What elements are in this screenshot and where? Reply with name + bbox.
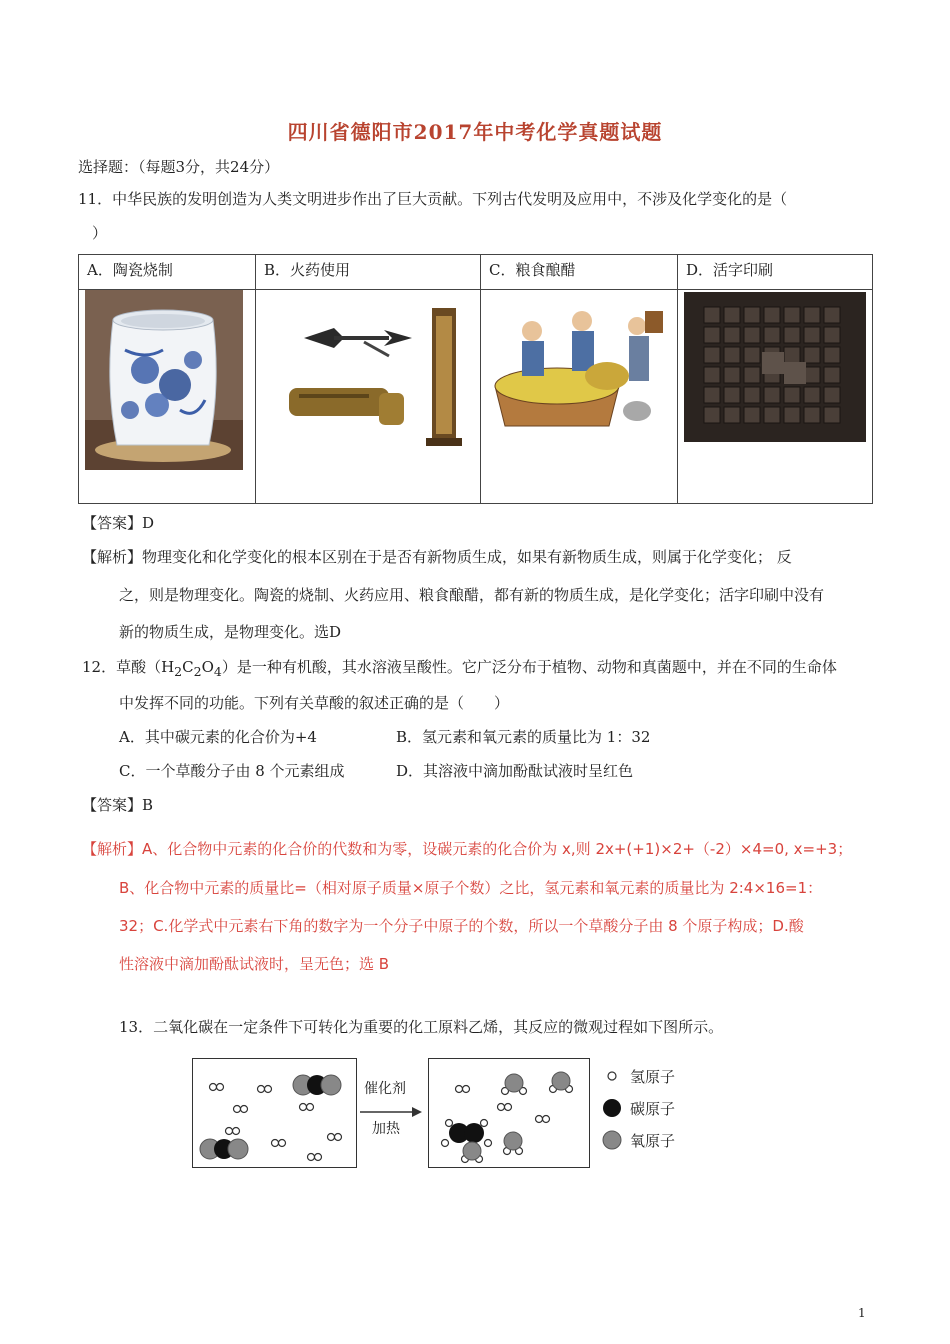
- q11-analysis-line-2: 之，则是物理变化。陶瓷的烧制、火药应用、粮食酿醋，都有新的物质生成，是化学变化；活字印刷中没有: [119, 586, 825, 604]
- porcelain-jar-image: [85, 290, 243, 470]
- catalyst-label: 催化剂: [364, 1081, 406, 1097]
- reactant-molecules: [193, 1059, 356, 1167]
- q12-option-a: A．其中碳元素的化合价为+4: [119, 728, 317, 746]
- option-a-label: A．陶瓷烧制: [79, 255, 256, 290]
- q12-stem-line-2: 中发挥不同的功能。下列有关草酸的叙述正确的是（ ）: [119, 694, 510, 712]
- q11-stem-end: ）: [92, 224, 108, 242]
- products-box: [428, 1058, 590, 1168]
- carbon-atom-icon: [603, 1099, 621, 1117]
- q11-analysis-line-1: 【解析】物理变化和化学变化的根本区别在于是否有新物质生成，如果有新物质生成，则属于化学变化； 反: [82, 548, 792, 566]
- q12-analysis-line-2: B、化合物中元素的质量比=（相对原子质量×原子个数）之比，氢元素和氧元素的质量比为 2:4×16=1：: [119, 879, 823, 897]
- heating-label: 加热: [372, 1121, 400, 1137]
- legend-carbon: 碳原子: [630, 1100, 676, 1118]
- page-number: 1: [858, 1306, 866, 1320]
- option-b-label: B．火药使用: [256, 255, 481, 290]
- movable-type-image: [684, 292, 866, 442]
- q12-option-c: C．一个草酸分子由 8 个元素组成: [119, 762, 345, 780]
- option-c-image-cell: [481, 290, 678, 504]
- option-c-label: C．粮食酿醋: [481, 255, 678, 290]
- reactants-box: [192, 1058, 357, 1168]
- q11-answer: 【答案】D: [82, 514, 155, 532]
- q11-stem: 11．中华民族的发明创造为人类文明进步作出了巨大贡献。下列古代发明及应用中，不涉及化学变化的是（: [78, 190, 788, 208]
- legend-oxygen: 氧原子: [630, 1132, 676, 1150]
- q13-stem: 13．二氧化碳在一定条件下可转化为重要的化工原料乙烯，其反应的微观过程如下图所示。: [119, 1018, 724, 1036]
- option-d-image-cell: [678, 290, 873, 504]
- q12-analysis-line-3: 32；C.化学式中元素右下角的数字为一个分子中原子的个数，所以一个草酸分子由 8 个原子构成；D.酸: [119, 917, 804, 935]
- q12-option-d: D．其溶液中滴加酚酞试液时呈红色: [396, 762, 634, 780]
- q11-options-table: [78, 254, 873, 504]
- q12-option-b: B．氢元素和氧元素的质量比为 1：32: [396, 728, 651, 746]
- section-heading: 选择题：（每题3分，共24分）: [78, 158, 280, 176]
- legend-symbols: [602, 1062, 622, 1154]
- hydrogen-atom-icon: [608, 1072, 616, 1080]
- product-molecules: [429, 1059, 589, 1167]
- q12-analysis-line-1: 【解析】A、化合物中元素的化合价的代数和为零，设碳元素的化合价为 x,则 2x+(+1)×2+（-2）×4=0, x=+3；: [82, 840, 853, 858]
- vinegar-brewing-image: [487, 296, 667, 436]
- option-a-image-cell: [79, 290, 256, 504]
- gunpowder-image: [264, 298, 464, 498]
- q12-analysis-line-4: 性溶液中滴加酚酞试液时，呈无色；选 B: [119, 955, 390, 973]
- option-b-image-cell: [256, 290, 481, 504]
- option-d-label: D．活字印刷: [678, 255, 873, 290]
- oxygen-atom-icon: [603, 1131, 621, 1149]
- q12-answer: 【答案】B: [82, 796, 154, 814]
- page-title: 四川省德阳市2017年中考化学真题试题: [287, 120, 663, 144]
- q11-analysis-line-3: 新的物质生成，是物理变化。选D: [119, 623, 342, 641]
- q12-stem: 12．草酸$(H_2C_2O_4)$是一种有机酸，其水溶液呈酸性。它广泛分布于植物、动物和真菌题中，并在不同的生命体: [82, 658, 837, 679]
- legend-hydrogen: 氢原子: [630, 1068, 676, 1086]
